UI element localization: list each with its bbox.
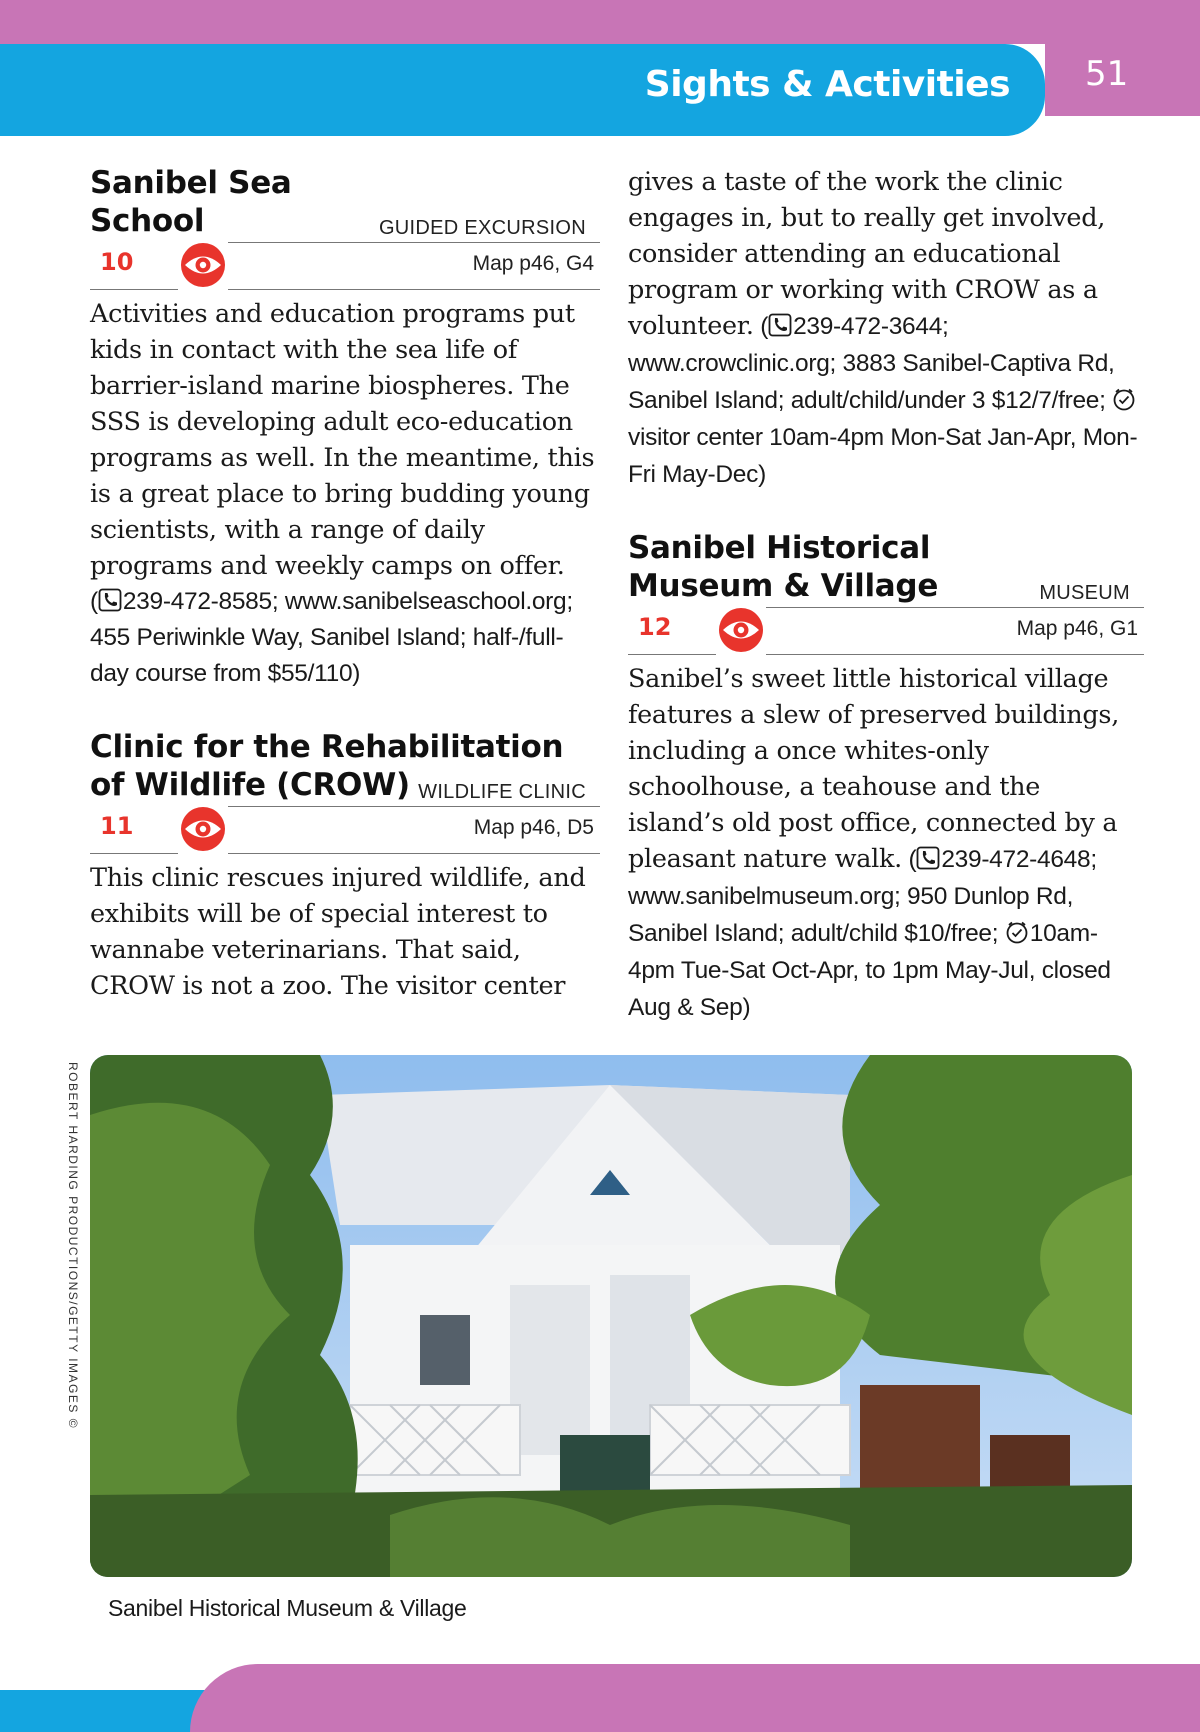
phone-icon — [768, 313, 792, 337]
sight-eye-icon — [178, 240, 228, 290]
entry-crow — [90, 728, 600, 1004]
paren: ( — [753, 313, 769, 340]
entry-header — [90, 164, 600, 240]
entry-description-continued — [628, 164, 1144, 493]
entry-title-line: Sanibel Historical — [628, 530, 931, 566]
map-reference-link[interactable]: Map p46, D5 — [473, 816, 594, 839]
entry-title-line: Clinic for the Rehabilitation — [90, 729, 564, 765]
top-band — [0, 0, 1200, 44]
phone-number[interactable]: 239-472-8585 — [122, 588, 272, 615]
entry-header — [628, 529, 1144, 605]
museum-photo — [90, 1055, 1132, 1577]
entry-type: WILDLIFE CLINIC — [418, 781, 586, 803]
section-title: Sights & Activities — [644, 64, 1010, 105]
left-column — [90, 164, 600, 1004]
phone-icon — [916, 846, 940, 870]
paren: ( — [901, 846, 917, 873]
entry-sanibel-sea-school — [90, 164, 600, 692]
divider — [90, 289, 600, 290]
opening-hours: visitor center 10am-4pm Mon-Sat Jan-Apr, Mon-Fri May-Dec) — [628, 424, 1138, 488]
right-column — [628, 164, 1144, 1026]
divider — [766, 607, 1144, 608]
photo-caption: Sanibel Historical Museum & Village — [108, 1595, 467, 1621]
entry-title-line: School — [90, 203, 205, 239]
sight-eye-icon — [178, 804, 228, 854]
description-text: Sanibel’s sweet little historical village features a slew of preserved buildings, including a once whites-only schoolhouse, a teahouse and the island’s old post office, connected by a pleasant nature walk. — [628, 664, 1120, 874]
entry-number: 11 — [100, 812, 134, 840]
entry-meta-row — [90, 804, 600, 854]
entry-meta-row — [628, 605, 1144, 655]
info-details: ; www.crowclinic.org; 3883 Sanibel-Captiva Rd, Sanibel Island; adult/child/under 3 $12/7/free; — [628, 313, 1115, 414]
entry-info — [90, 584, 600, 692]
entry-title-line: Sanibel Sea — [90, 165, 292, 201]
divider — [228, 806, 600, 807]
page-number: 51 — [1085, 54, 1129, 94]
map-reference-link[interactable]: Map p46, G4 — [472, 252, 594, 275]
entry-description — [628, 661, 1144, 1026]
divider — [628, 654, 1144, 655]
phone-number[interactable]: 239-472-3644 — [793, 313, 943, 340]
entry-crow-continued — [628, 164, 1144, 493]
divider — [90, 853, 600, 854]
phone-number[interactable]: 239-472-4648 — [941, 846, 1091, 873]
opening-hours: 10am-4pm Tue-Sat Oct-Apr, to 1pm May-Jul, closed Aug & Sep) — [628, 920, 1111, 1021]
clock-icon — [1005, 920, 1029, 944]
photo-credit: ROBERT HARDING PRODUCTIONS/GETTY IMAGES © — [66, 1062, 80, 1430]
entry-title-line: of Wildlife (CROW) — [90, 767, 410, 803]
entry-header — [90, 728, 600, 804]
divider — [228, 242, 600, 243]
entry-description: This clinic rescues injured wildlife, and exhibits will be of special interest to wannabe veterinarians. That said, CROW is not a zoo. The visitor center — [90, 863, 586, 1001]
entry-type: MUSEUM — [1039, 582, 1130, 604]
footer-band-pink — [190, 1664, 1200, 1732]
entry-title-line: Museum & Village — [628, 568, 939, 604]
description-text: gives a taste of the work the clinic engages in, but to really get involved, consider attending an educational program or working with CROW as a volunteer. — [628, 167, 1106, 341]
entry-sanibel-historical-museum — [628, 529, 1144, 1026]
entry-number: 10 — [100, 248, 134, 276]
sight-eye-icon — [716, 605, 766, 655]
clock-icon — [1112, 387, 1136, 411]
entry-type: GUIDED EXCURSION — [378, 217, 586, 239]
entry-meta-row — [90, 240, 600, 290]
info-details: ; www.sanibelmuseum.org; 950 Dunlop Rd, Sanibel Island; adult/child $10/free; — [628, 846, 1097, 947]
map-reference-link[interactable]: Map p46, G1 — [1016, 617, 1138, 640]
house-illustration — [90, 1055, 1132, 1577]
paren: ( — [90, 588, 98, 615]
entry-description: Activities and education programs put kids in contact with the sea life of barrier-island marine biospheres. The SSS is developing adult eco-education programs as well. In the meantime, this is a great place to bring budding young scientists, with a range of daily programs and weekly camps on offer. — [90, 299, 595, 581]
entry-number: 12 — [638, 613, 672, 641]
phone-icon — [98, 588, 122, 612]
info-details: ; www.sanibelseaschool.org; 455 Periwinkle Way, Sanibel Island; half-/full-day course from $55/110) — [90, 588, 573, 687]
